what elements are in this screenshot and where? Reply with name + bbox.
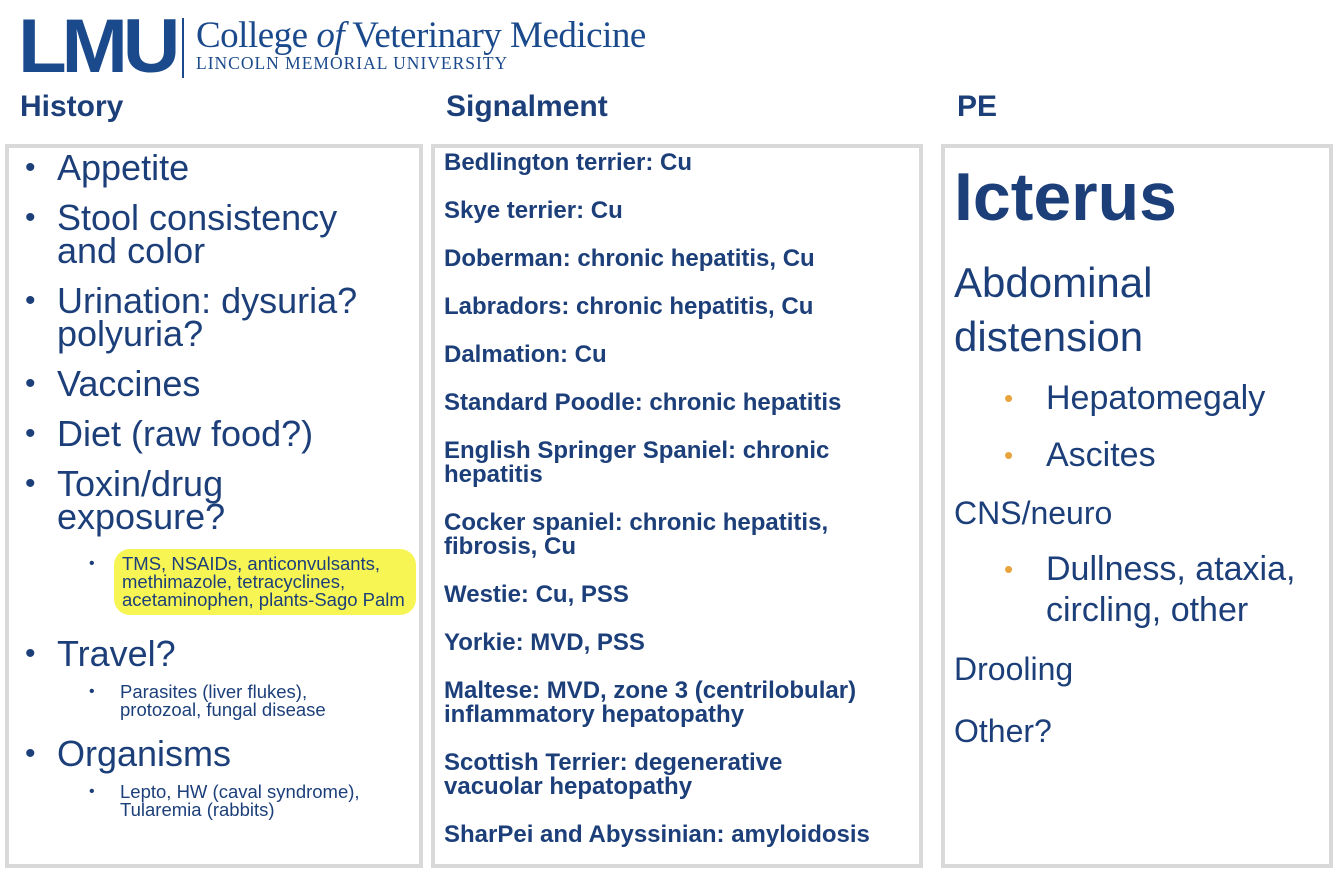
signalment-item: Labradors: chronic hepatitis, Cu [444, 293, 814, 320]
pe-subitem-dullness: • Dullness, ataxia, circling, other [954, 549, 1316, 631]
lmu-logo-mark: LMU [18, 4, 176, 89]
history-item-stool: • Stool consistency and color [9, 201, 367, 267]
history-item-vaccines: • Vaccines [9, 367, 419, 400]
history-item-travel: • Travel? [9, 637, 419, 670]
highlighted-toxin-list: TMS, NSAIDs, anticonvulsants, methimazole, tetracyclines, acetaminophen, plants-Sago Palm [120, 555, 410, 609]
pe-subitem-ascites: • Ascites [954, 435, 1329, 476]
history-subitem-travel: • Parasites (liver flukes), protozoal, fungal disease [9, 683, 360, 719]
history-item-organisms: • Organisms [9, 737, 419, 770]
pe-cns: CNS/neuro [954, 495, 1113, 531]
signalment-item: Doberman: chronic hepatitis, Cu [444, 245, 815, 272]
history-subitem-organisms: • Lepto, HW (caval syndrome), Tularemia (rabbits) [9, 783, 390, 819]
history-list [9, 148, 419, 819]
history-item-appetite: • Appetite [9, 151, 419, 184]
pe-content [945, 148, 1329, 750]
college-logo [18, 4, 646, 89]
signalment-item: Cocker spaniel: chronic hepatitis, fibrosis, Cu [444, 509, 829, 560]
pe-title: Icterus [954, 159, 1177, 235]
signalment-heading: Signalment [446, 90, 608, 123]
signalment-item: Maltese: MVD, zone 3 (centrilobular) inflammatory hepatopathy [444, 677, 857, 728]
logo-text [196, 14, 696, 71]
history-item-urination: • Urination: dysuria? polyuria? [9, 284, 387, 350]
pe-other: Other? [954, 713, 1052, 749]
signalment-panel [431, 144, 923, 868]
signalment-item: Yorkie: MVD, PSS [444, 629, 645, 656]
college-name: College of Veterinary Medicine [196, 15, 646, 56]
history-item-diet: • Diet (raw food?) [9, 417, 419, 450]
history-heading: History [20, 90, 124, 123]
signalment-list [435, 148, 919, 847]
pe-subitem-hepatomegaly: • Hepatomegaly [954, 378, 1329, 419]
signalment-item: Skye terrier: Cu [444, 197, 623, 224]
pe-abdominal: Abdominal distension [954, 259, 1153, 360]
university-name: LINCOLN MEMORIAL UNIVERSITY [196, 53, 509, 73]
signalment-item: Scottish Terrier: degenerative vacuolar hepatopathy [444, 749, 783, 800]
signalment-item: Standard Poodle: chronic hepatitis [444, 389, 842, 416]
history-panel [5, 144, 423, 868]
signalment-item: Westie: Cu, PSS [444, 581, 629, 608]
signalment-item: Dalmation: Cu [444, 341, 607, 368]
logo-divider [182, 18, 184, 78]
history-subitem-toxin [9, 555, 419, 609]
pe-drooling: Drooling [954, 651, 1074, 687]
pe-panel [941, 144, 1333, 868]
signalment-item: SharPei and Abyssinian: amyloidosis [444, 821, 870, 848]
pe-heading: PE [957, 90, 998, 123]
history-item-toxin: • Toxin/drug exposure? [9, 467, 257, 533]
signalment-item: Bedlington terrier: Cu [444, 149, 693, 176]
signalment-item: English Springer Spaniel: chronic hepatitis [444, 437, 830, 488]
